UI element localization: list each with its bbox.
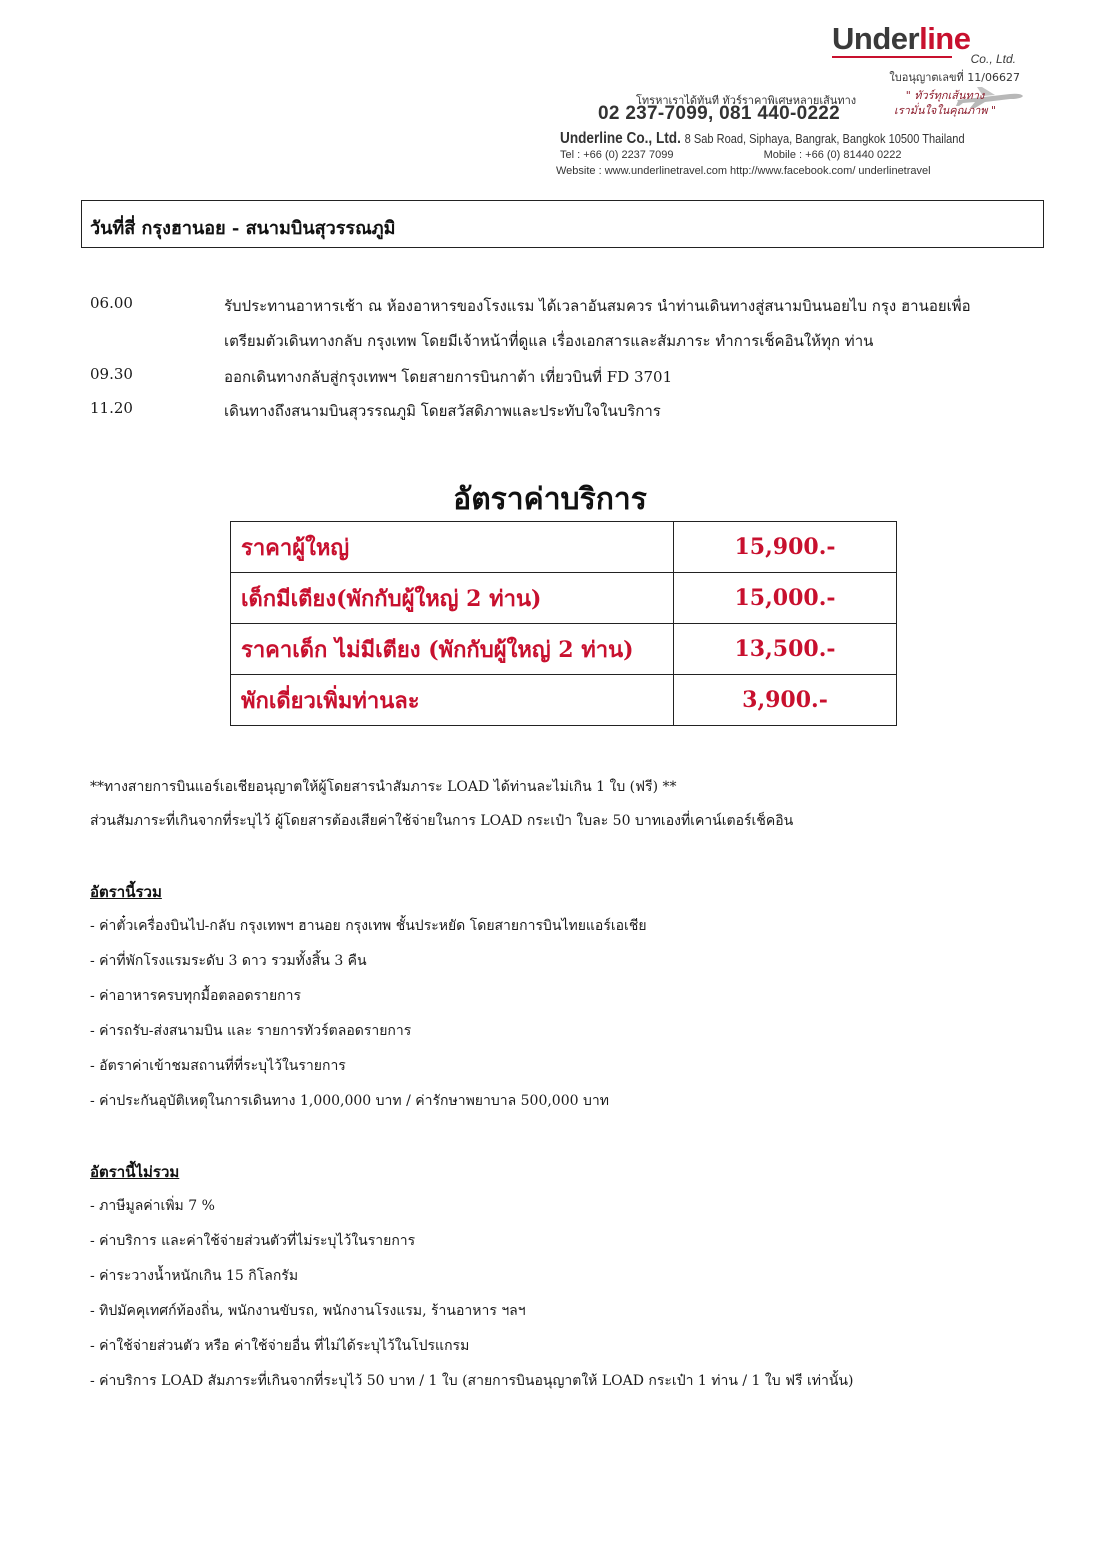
included-item: - อัตราค่าเข้าชมสถานที่ที่ระบุไว้ในรายการ xyxy=(90,1058,346,1074)
contact-row xyxy=(560,149,901,161)
price-label: พักเดี่ยวเพิ่มท่านละ xyxy=(231,675,674,726)
price-table xyxy=(230,521,897,726)
excluded-item: - ค่าบริการ LOAD สัมภาระที่เกินจากที่ระบุไว้ 50 บาท / 1 ใบ (สายการบินอนุญาตให้ LOAD กระเป๋า 1 ท่าน / 1 ใบ ฟรี เท่านั้น) xyxy=(90,1373,854,1389)
price-value: 15,000.- xyxy=(674,573,897,624)
handwritten-line-1: " ทัวร์ทุกเส้นทาง xyxy=(905,89,985,102)
excluded-item: - ค่าบริการ และค่าใช้จ่ายส่วนตัวที่ไม่ระบุไว้ในรายการ xyxy=(90,1233,416,1249)
price-value: 13,500.- xyxy=(674,624,897,675)
excluded-item: - ทิปมัคคุเทศก์ท้องถิ่น, พนักงานขับรถ, พนักงานโรงแรม, ร้านอาหาร ฯลฯ xyxy=(90,1303,526,1319)
schedule-desc-1-line-2: เตรียมตัวเดินทางกลับ กรุงเทพ โดยมีเจ้าหน้าที่ดูแล เรื่องเอกสารและสัมภาระ ทำการเช็คอินให้ทุก ท่าน xyxy=(224,332,874,350)
logo-wordmark xyxy=(832,22,970,56)
price-label: ราคาเด็ก ไม่มีเตียง (พักกับผู้ใหญ่ 2 ท่าน) xyxy=(231,624,674,675)
slogan-text: โทรหาเราได้ทันที ทัวร์ราคาพิเศษหลายเส้นทาง xyxy=(636,94,857,107)
day-title-box xyxy=(81,200,1044,248)
schedule-desc-3: เดินทางถึงสนามบินสุวรรณภูมิ โดยสวัสดิภาพและประทับใจในบริการ xyxy=(224,402,661,420)
price-label: เด็กมีเตียง(พักกับผู้ใหญ่ 2 ท่าน) xyxy=(231,573,674,624)
tel-number: Tel : +66 (0) 2237 7099 xyxy=(560,149,674,161)
excluded-item: - ค่าใช้จ่ายส่วนตัว หรือ ค่าใช้จ่ายอื่น ที่ไม่ได้ระบุไว้ในโปรแกรม xyxy=(90,1338,470,1354)
rates-title: อัตราค่าบริการ xyxy=(453,482,647,517)
logo-part1: Under xyxy=(832,21,920,56)
company-info xyxy=(560,130,965,148)
schedule-time-3: 11.20 xyxy=(90,399,133,417)
logo-part2: line xyxy=(919,21,971,56)
price-value: 3,900.- xyxy=(674,675,897,726)
excluded-item: - ค่าระวางน้ำหนักเกิน 15 กิโลกรัม xyxy=(90,1268,299,1284)
mobile-number: Mobile : +66 (0) 81440 0222 xyxy=(763,149,902,161)
included-title: อัตรานี้รวม xyxy=(90,883,162,901)
company-name: Underline Co., Ltd. xyxy=(560,130,681,147)
price-row xyxy=(231,573,897,624)
price-row xyxy=(231,675,897,726)
schedule-time-2: 09.30 xyxy=(90,365,133,383)
schedule-time-1: 06.00 xyxy=(90,294,133,312)
included-item: - ค่ารถรับ-ส่งสนามบิน และ รายการทัวร์ตลอดรายการ xyxy=(90,1023,412,1039)
baggage-note-2: ส่วนสัมภาระที่เกินจากที่ระบุไว้ ผู้โดยสารต้องเสียค่าใช้จ่ายในการ LOAD กระเป๋า ใบละ 50 บาทเองที่เคาน์เตอร์เช็คอิน xyxy=(90,813,794,829)
included-item: - ค่าอาหารครบทุกมื้อตลอดรายการ xyxy=(90,988,302,1004)
logo-subtitle: Co., Ltd. xyxy=(970,52,1016,66)
schedule-desc-2: ออกเดินทางกลับสู่กรุงเทพฯ โดยสายการบินกาต้า เที่ยวบินที่ FD 3701 xyxy=(224,368,673,386)
price-row xyxy=(231,522,897,573)
logo-underline xyxy=(832,56,952,58)
schedule-desc-1-line-1: รับประทานอาหารเช้า ณ ห้องอาหารของโรงแรม ได้เวลาอันสมควร นำท่านเดินทางสู่สนามบินนอยไบ กรุง ฮานอยเพื่อ xyxy=(224,297,971,315)
included-item: - ค่าตั๋วเครื่องบินไป-กลับ กรุงเทพฯ ฮานอย กรุงเทพ ชั้นประหยัด โดยสายการบินไทยแอร์เอเชีย xyxy=(90,918,647,934)
license-number: ใบอนุญาตเลขที่ 11/06627 xyxy=(889,71,1020,84)
company-logo xyxy=(820,22,1020,70)
day-title: วันที่สี่ กรุงฮานอย - สนามบินสุวรรณภูมิ xyxy=(90,218,396,239)
included-item: - ค่าประกันอุบัติเหตุในการเดินทาง 1,000,000 บาท / ค่ารักษาพยาบาล 500,000 บาท xyxy=(90,1093,609,1109)
price-value: 15,900.- xyxy=(674,522,897,573)
price-label: ราคาผู้ใหญ่ xyxy=(231,522,674,573)
price-row xyxy=(231,624,897,675)
excluded-title: อัตรานี้ไม่รวม xyxy=(90,1163,180,1181)
excluded-item: - ภาษีมูลค่าเพิ่ม 7 % xyxy=(90,1198,215,1214)
baggage-note-1: **ทางสายการบินแอร์เอเชียอนุญาตให้ผู้โดยสารนำสัมภาระ LOAD ได้ท่านละไม่เกิน 1 ใบ (ฟรี) ** xyxy=(90,779,677,795)
included-item: - ค่าที่พักโรงแรมระดับ 3 ดาว รวมทั้งสิ้น 3 คืน xyxy=(90,953,367,969)
handwritten-line-2: เรามั่นใจในคุณภาพ " xyxy=(893,104,997,117)
website-links: Website : www.underlinetravel.com http://www.facebook.com/ underlinetravel xyxy=(556,165,931,177)
phone-numbers: 02 237-7099, 081 440-0222 xyxy=(598,103,841,124)
handwritten-slogan xyxy=(870,88,1020,118)
company-address: 8 Sab Road, Siphaya, Bangrak, Bangkok 10500 Thailand xyxy=(684,131,965,146)
